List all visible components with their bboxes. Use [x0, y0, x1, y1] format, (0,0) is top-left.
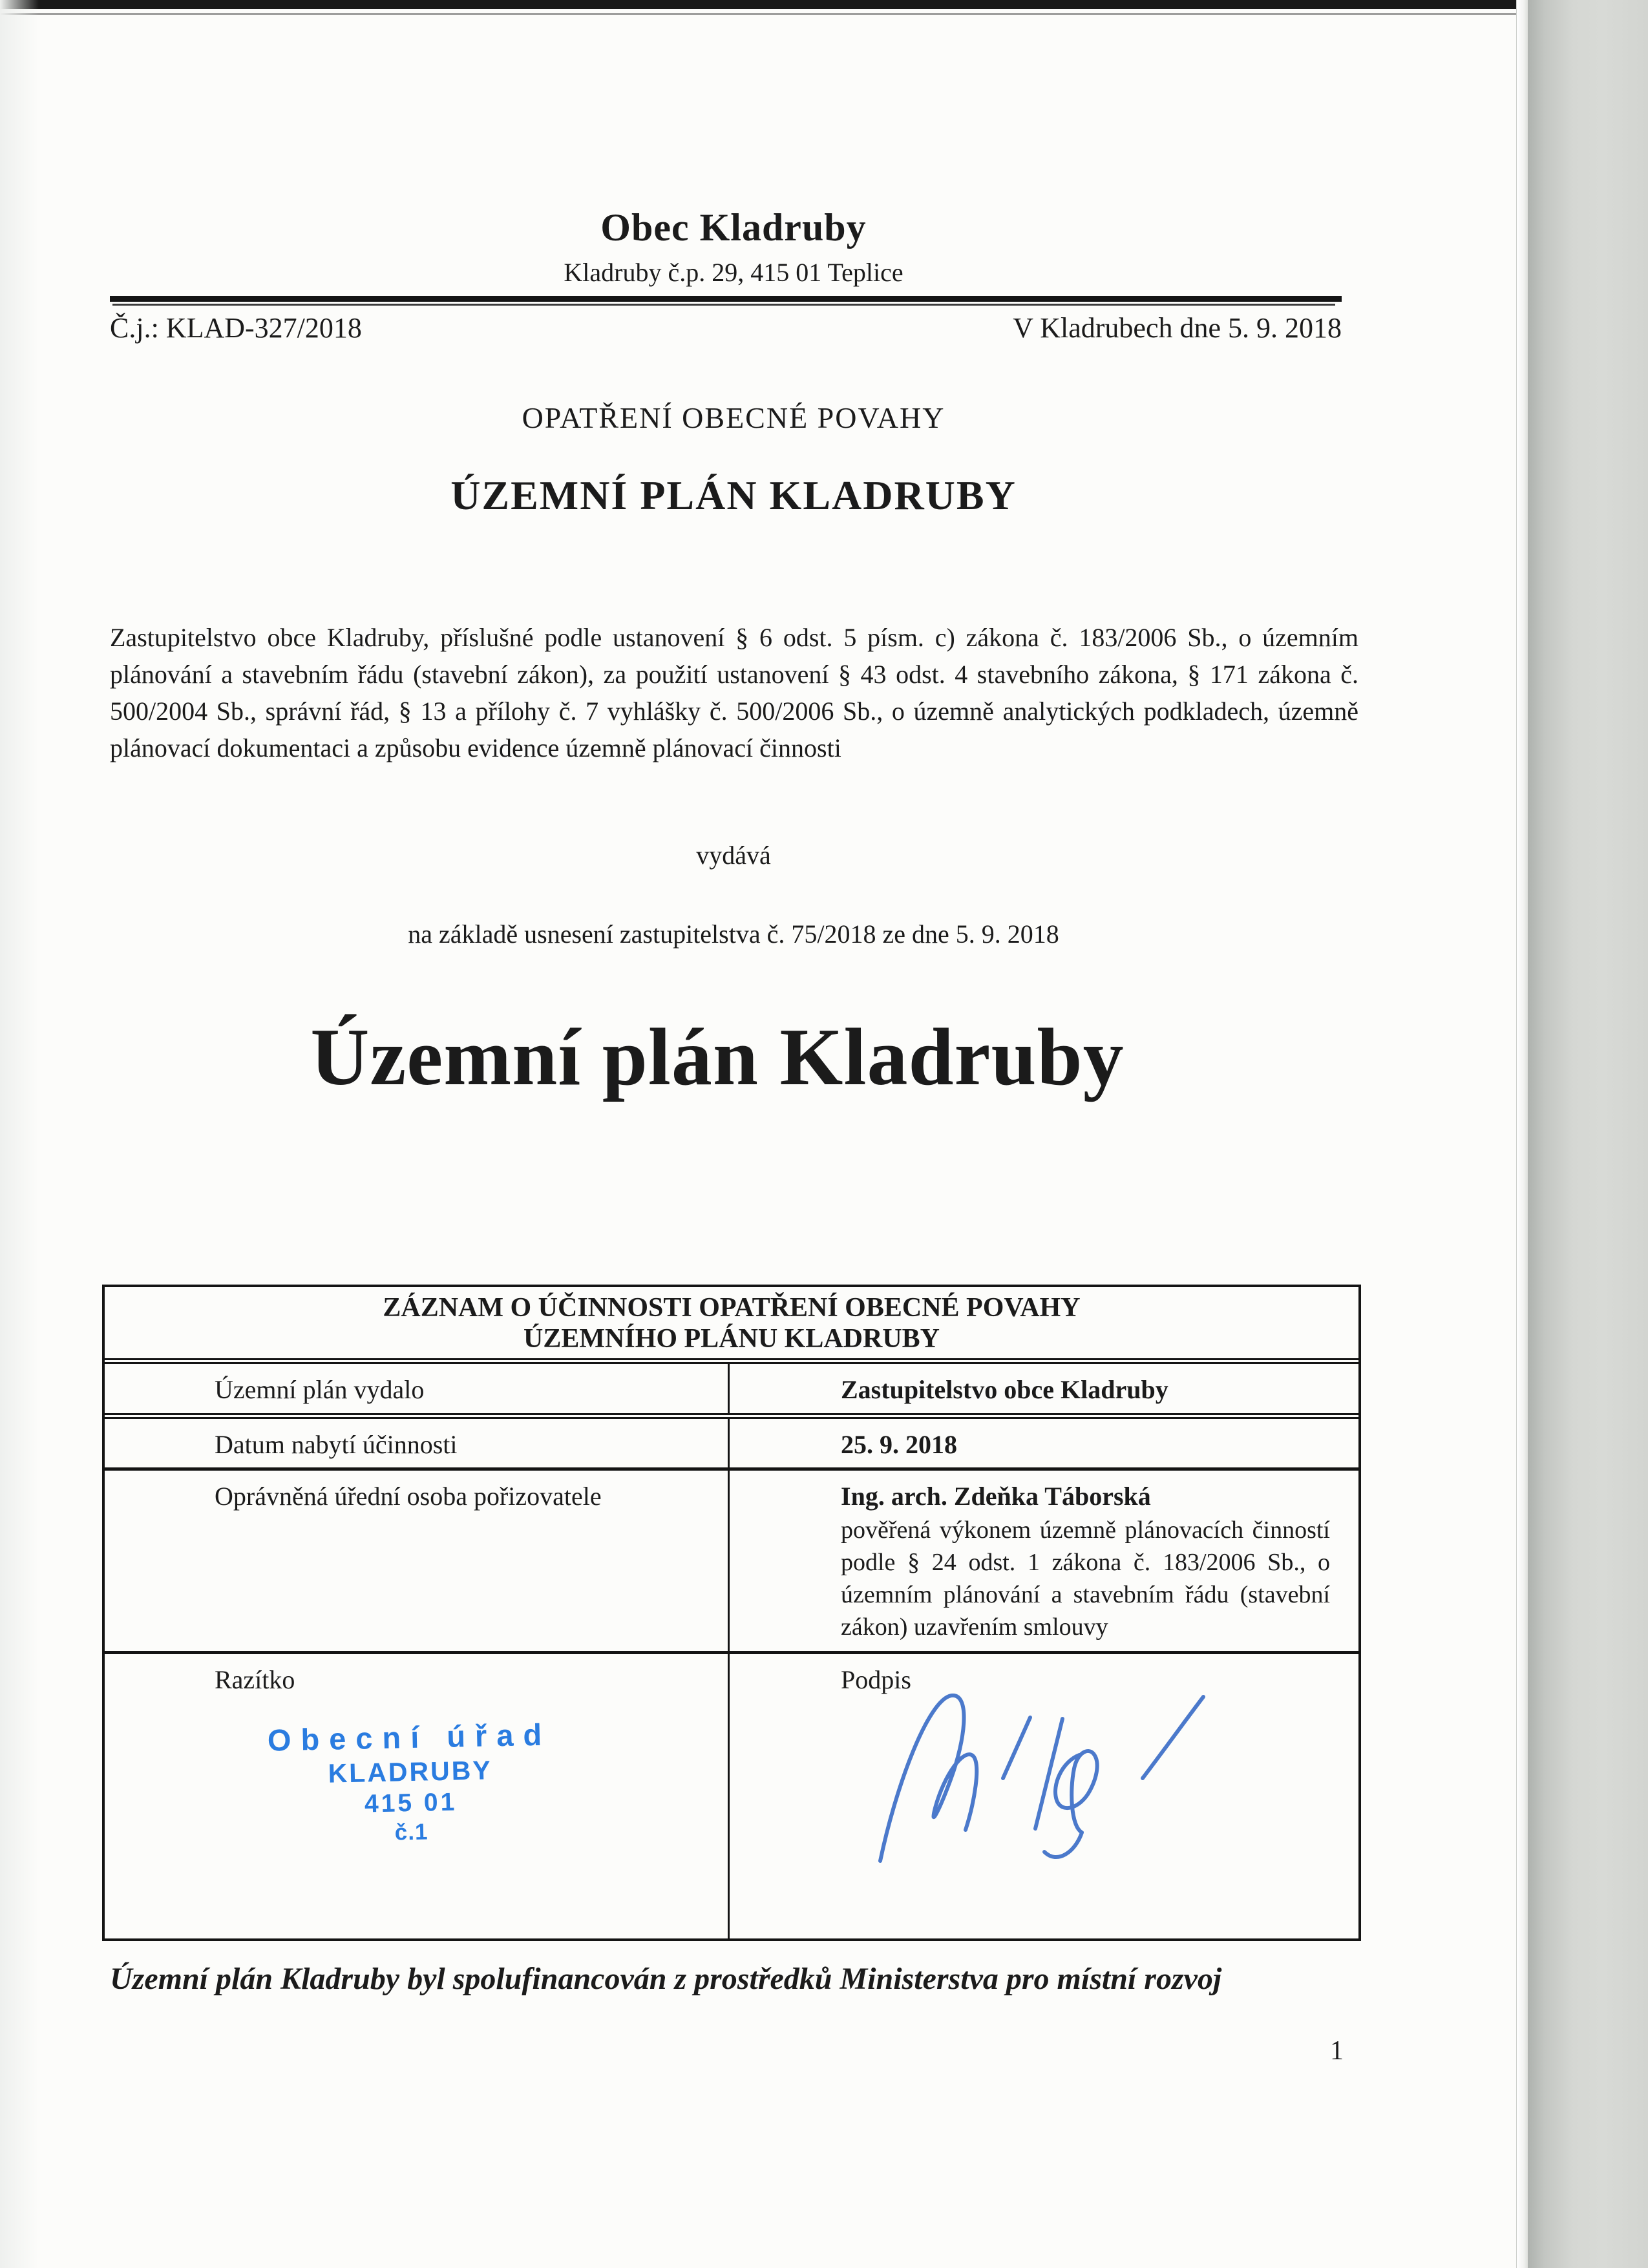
- row-value: [728, 1471, 1358, 1651]
- resolution-line: na základě usnesení zastupitelstva č. 75/2018 ze dne 5. 9. 2018: [408, 919, 1059, 949]
- page-right-edge: [1516, 0, 1528, 2268]
- place-and-date: V Kladrubech dne 5. 9. 2018: [1013, 312, 1342, 344]
- organization-address: Kladruby č.p. 29, 415 01 Teplice: [564, 258, 903, 287]
- table-header-line1: ZÁZNAM O ÚČINNOSTI OPATŘENÍ OBECNÉ POVAHY: [383, 1293, 1081, 1323]
- table-row-authorized-person: [105, 1467, 1358, 1651]
- row-label: Oprávněná úřední osoba pořizovatele: [215, 1482, 602, 1511]
- cofinancing-note: Územní plán Kladruby byl spolufinancován z prostředků Ministerstva pro místní rozvoj: [110, 1962, 1222, 1996]
- table-row-effective-date: [105, 1413, 1358, 1467]
- stamp-town: KLADRUBY: [328, 1755, 493, 1789]
- row-value: 25. 9. 2018: [728, 1419, 1358, 1467]
- signature-cell: [728, 1654, 1358, 1938]
- scanner-background-band: [1528, 0, 1648, 2268]
- document-title: ÚZEMNÍ PLÁN KLADRUBY: [450, 472, 1017, 518]
- letterhead-rule: [110, 296, 1342, 302]
- stamp-cell: [105, 1654, 728, 1938]
- plan-main-title: Územní plán Kladruby: [310, 1013, 1125, 1102]
- organization-name: Obec Kladruby: [600, 206, 867, 249]
- handwritten-signature: [869, 1680, 1231, 1874]
- scan-top-line: [0, 13, 1648, 15]
- authorized-person-description: pověřená výkonem územně plánovacích činností podle § 24 odst. 1 zákona č. 183/2006 Sb., o územním plánování a stavebním řádu (stavební zákon) uzavřením smlouvy: [841, 1517, 1330, 1641]
- municipal-office-stamp: [218, 1715, 602, 1851]
- signature-label: Podpis: [841, 1665, 911, 1694]
- page-number: 1: [1330, 2036, 1344, 2066]
- table-row-stamp-signature: [105, 1651, 1358, 1938]
- reference-row: [110, 311, 1342, 344]
- issues-word: vydává: [696, 841, 771, 870]
- reference-number: Č.j.: KLAD-327/2018: [110, 312, 362, 344]
- scan-top-edge: [0, 0, 1648, 9]
- stamp-office-name: Obecní úřad: [267, 1717, 552, 1758]
- stamp-postal-code: 415 01: [364, 1788, 458, 1818]
- table-row-issued-by: [105, 1358, 1358, 1413]
- preamble-paragraph: Zastupitelstvo obce Kladruby, příslušné podle ustanovení § 6 odst. 5 písm. c) zákona č. 183/2006 Sb., o územním plánování a stavebním řádu (stavební zákon), za použití ustanovení § 43 odst. 4 stavebního zákona, § 171 zákona č. 500/2004 Sb., správní řád, § 13 a přílohy č. 7 vyhlášky č. 500/2006 Sb., o územně analytických podkladech, územně plánovací dokumentaci a způsobu evidence územně plánovací činnosti: [110, 623, 1358, 762]
- stamp-number: č.1: [394, 1819, 428, 1845]
- row-value: Zastupitelstvo obce Kladruby: [728, 1364, 1358, 1413]
- table-header: [105, 1287, 1358, 1358]
- page-left-shading: [0, 0, 39, 2268]
- table-header-line2: ÚZEMNÍHO PLÁNU KLADRUBY: [523, 1324, 940, 1354]
- row-label: Územní plán vydalo: [215, 1375, 425, 1404]
- measure-subtitle: OPATŘENÍ OBECNÉ POVAHY: [522, 401, 945, 434]
- authorized-person-name: Ing. arch. Zdeňka Táborská: [841, 1482, 1151, 1511]
- record-of-effectivity-table: [102, 1285, 1361, 1941]
- row-label: Datum nabytí účinnosti: [215, 1430, 458, 1459]
- stamp-label: Razítko: [215, 1665, 295, 1694]
